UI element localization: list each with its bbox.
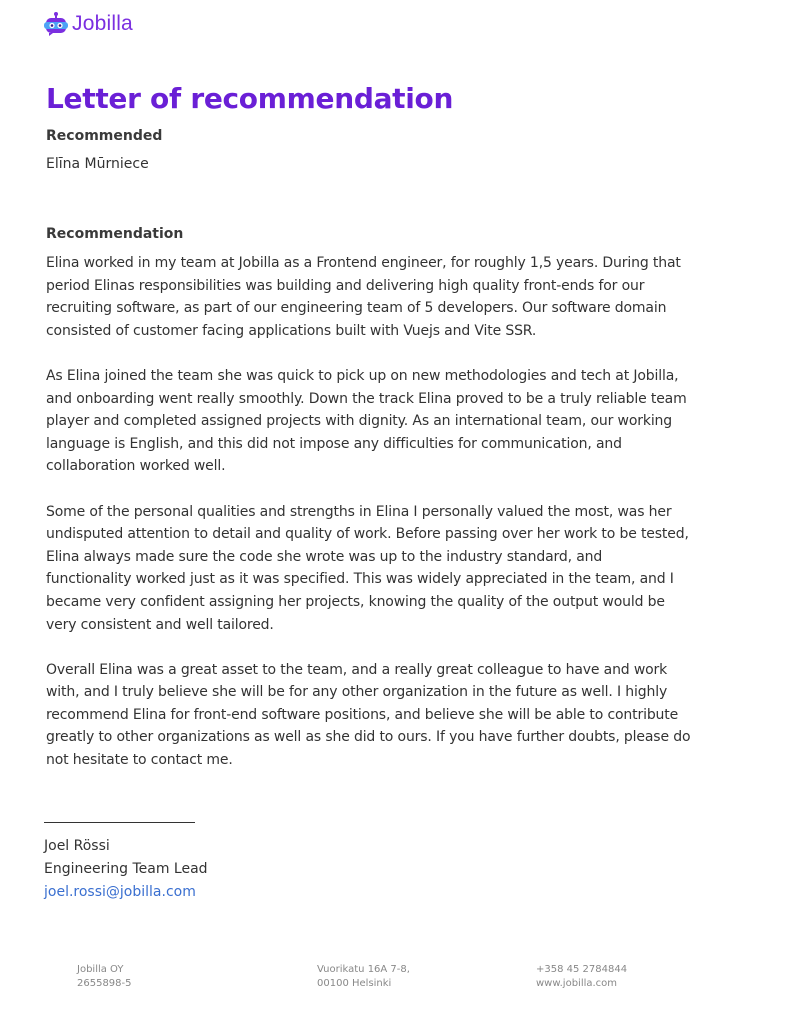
footer-contact [536,963,627,991]
address-line-1: Vuorikatu 16A 7-8, [317,964,410,975]
page-title: Letter of recommendation [46,82,454,115]
brand-name: Jobilla [72,12,133,35]
phone: +358 45 2784844 [536,964,628,975]
robot-logo-icon [44,11,68,37]
footer-address [317,963,410,991]
address-line-2: 00100 Helsinki [317,978,392,989]
paragraph: Some of the personal qualities and strengths in Elina I personally valued the most, was her undisputed attention to detail and quality of work. Before passing over her work to be tested, Elina always made sure the code she wrote was up to the industry standard, and functionality worked just as it was specified. This was widely appreciated in the team, and I became very confident assigning her projects, knowing the quality of the output would be very consistent and well tailored. [46,503,689,633]
paragraph: Elina worked in my team at Jobilla as a Frontend engineer, for roughly 1,5 years. During that period Elinas responsibilities was building and delivering high quality front-ends for our recruiting software, as part of our engineering team of 5 developers. Our software domain consisted of customer facing applications built with Vuejs and Vite SSR. [46,255,681,339]
recommendation-label: Recommendation [46,226,184,242]
signer-name: Joel Rössi [44,838,110,854]
signer-email-link[interactable]: joel.rossi@jobilla.com [44,884,196,900]
footer-company [77,963,132,991]
recommendation-body [46,252,691,794]
business-id: 2655898-5 [77,978,132,989]
signer-role: Engineering Team Lead [44,861,208,877]
paragraph: Overall Elina was a great asset to the team, and a really great colleague to have and work with, and I truly believe she will be for any other organization in the future as well. I highly recommend Elina for front-end software positions, and believe she will be able to contribute greatly to other organizations as well as she did to ours. If you have further doubts, please do not hesitate to contact me. [46,661,691,769]
brand-logo [44,11,133,37]
paragraph: As Elina joined the team she was quick to pick up on new methodologies and tech at Jobilla, and onboarding went really smoothly. Down the track Elina proved to be a truly reliable team player and completed assigned projects with dignity. As an international team, our working language is English, and this did not impose any difficulties for communication, and collaboration worked well. [46,367,687,475]
recommended-label: Recommended [46,128,163,144]
recommended-name: Elīna Mūrniece [46,156,149,172]
signature-line [44,822,195,823]
website: www.jobilla.com [536,978,618,989]
signature-block [44,835,208,904]
company-name: Jobilla OY [77,964,124,975]
